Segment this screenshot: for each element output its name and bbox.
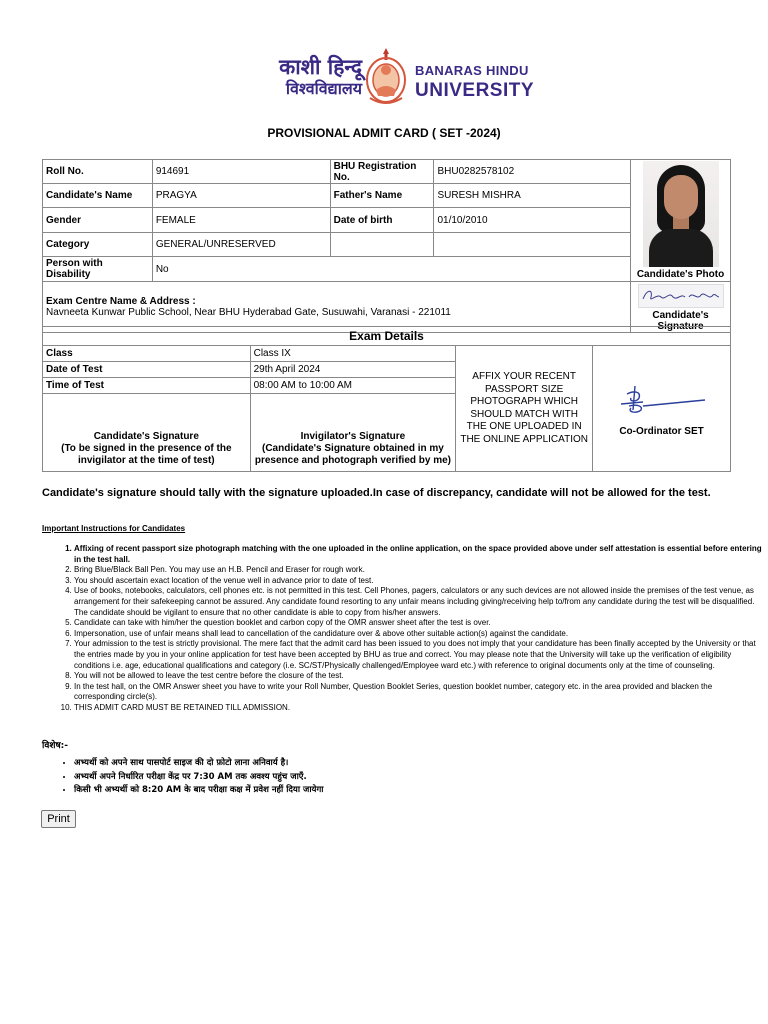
gender-value: FEMALE: [152, 208, 330, 233]
instruction-item: 4. Use of books, notebooks, calculators, cell phones etc. is not permitted in this test. Cell Phones, pagers, calculators or any such devices are not allowed inside the premises of the test venue, as arrangement for their safekeeping cannot be assured. Any candidate found resorting to any unfair means including giving/receiving help to/from any candidate during the test will be disqualified. The candidate should be vigilant to ensure that no other candidate is able to copy from his/her answers.: [74, 586, 762, 618]
special-list: [42, 757, 323, 798]
class-value: Class IX: [250, 346, 456, 362]
page-title: PROVISIONAL ADMIT CARD ( SET -2024): [267, 126, 501, 140]
logo-english-line2: UNIVERSITY: [415, 80, 535, 101]
candidate-photo: [643, 161, 719, 267]
date-value: 29th April 2024: [250, 362, 456, 378]
candidate-name-label: Candidate's Name: [43, 184, 153, 208]
coordinator-label: Co-Ordinator SET: [619, 426, 704, 437]
candidate-signature-image: [638, 284, 724, 308]
gender-label: Gender: [43, 208, 153, 233]
candidate-photo-cell: [631, 160, 731, 282]
instruction-item: 1. Affixing of recent passport size photograph matching with the one uploaded in the online application, on the space provided above under self attestation is essential before entering in the test hall.: [74, 544, 762, 565]
dob-label: Date of birth: [330, 208, 434, 233]
exam-centre-cell: [43, 282, 631, 333]
dob-value: 01/10/2010: [434, 208, 631, 233]
candidate-signature-cell: [631, 282, 731, 333]
candidate-details-table: [42, 159, 731, 333]
logo-hindi-line2: विश्वविद्यालय: [285, 79, 362, 98]
time-value: 08:00 AM to 10:00 AM: [250, 378, 456, 394]
exam-centre-address: Navneeta Kunwar Public School, Near BHU Hyderabad Gate, Susuwahi, Varanasi - 221011: [46, 307, 451, 318]
coordinator-signature-icon: [615, 380, 709, 420]
print-button[interactable]: Print: [41, 810, 76, 828]
category-value: GENERAL/UNRESERVED: [152, 233, 330, 257]
instruction-item: 9. In the test hall, on the OMR Answer sheet you have to write your Roll Number, Question Booklet Series, question booklet number, category etc. in the area provided and blacken the corresponding circle(s).: [74, 682, 762, 703]
logo-english: [415, 62, 534, 100]
empty-cell: [330, 233, 434, 257]
cand-sig-title: Candidate's Signature: [93, 431, 199, 442]
instructions-list: [42, 544, 762, 714]
signature-notice: Candidate's signature should tally with the signature uploaded.In case of discrepancy, candidate will not be allowed for the test.: [42, 487, 711, 499]
special-item: • अभ्यर्थी को अपने साथ पासपोर्ट साइज की दो फ़ोटो लाना अनिवार्य है।: [74, 757, 323, 771]
instruction-item: 2. Bring Blue/Black Ball Pen. You may use an H.B. Pencil and Eraser for rough work.: [74, 565, 762, 576]
logo-hindi-line1: काशी हिन्दू: [279, 55, 362, 79]
candidate-name-value: PRAGYA: [152, 184, 330, 208]
cand-sig-note: (To be signed in the presence of the invigilator at the time of test): [61, 443, 232, 466]
pwd-label: Person with Disability: [43, 257, 153, 282]
inv-sig-title: Invigilator's Signature: [300, 431, 406, 442]
bhu-seal-icon: [364, 46, 408, 108]
instructions-heading: Important Instructions for Candidates: [42, 524, 186, 533]
registration-label: BHU Registration No.: [330, 160, 434, 184]
empty-cell: [434, 233, 631, 257]
candidate-signature-box: [43, 394, 251, 472]
instruction-item: 7. Your admission to the test is strictly provisional. The mere fact that the admit card has been issued to you does not imply that your candidature has been finally accepted by the University or that the entries made by you in your online application for test have been accepted by BHU as true and correct. You may please note that the University will take up the verification of eligibility conditions i.e. age, educational qualifications and category (i.e. SC/ST/Physically challenged/Employee ward etc.) with reference to original documents only at the time of counseling.: [74, 639, 762, 671]
instruction-item: 10. THIS ADMIT CARD MUST BE RETAINED TILL ADMISSION.: [74, 703, 762, 714]
date-label: Date of Test: [43, 362, 251, 378]
coordinator-cell: [593, 346, 731, 472]
affix-photo-box: AFFIX YOUR RECENT PASSPORT SIZE PHOTOGRAPH WHICH SHOULD MATCH WITH THE ONE UPLOADED IN THE ONLINE APPLICATION: [456, 346, 593, 472]
special-item: • अभ्यर्थी अपने निर्धारित परीक्षा केंद्र पर 7:30 AM तक अवश्य पहुंच जाएँ.: [74, 771, 323, 785]
pwd-value: No: [152, 257, 630, 282]
roll-no-value: 914691: [152, 160, 330, 184]
father-name-label: Father's Name: [330, 184, 434, 208]
instruction-item: 3. You should ascertain exact location of the venue well in advance prior to date of test.: [74, 576, 762, 587]
category-label: Category: [43, 233, 153, 257]
photo-caption: Candidate's Photo: [636, 269, 725, 280]
signature-scribble-icon: [639, 285, 723, 307]
logo-hindi: [266, 57, 362, 99]
time-label: Time of Test: [43, 378, 251, 394]
father-name-value: SURESH MISHRA: [434, 184, 631, 208]
registration-value: BHU0282578102: [434, 160, 631, 184]
instruction-item: 8. You will not be allowed to leave the test centre before the closure of the test.: [74, 671, 762, 682]
class-label: Class: [43, 346, 251, 362]
exam-centre-label: Exam Centre Name & Address :: [46, 296, 196, 307]
inv-sig-note: (Candidate's Signature obtained in my presence and photograph verified by me): [254, 443, 451, 466]
signature-caption: Candidate's Signature: [652, 310, 709, 332]
special-heading: विशेष:-: [42, 741, 68, 751]
roll-no-label: Roll No.: [43, 160, 153, 184]
special-item: • किसी भी अभ्यर्थी को 8:20 AM के बाद परीक्षा कक्ष में प्रवेश नहीं दिया जायेगा: [74, 784, 323, 798]
instruction-item: 6. Impersonation, use of unfair means shall lead to cancellation of the candidature over & above other suitable action(s) against the candidate.: [74, 629, 762, 640]
invigilator-signature-box: [250, 394, 456, 472]
exam-details-table: [42, 326, 731, 472]
exam-details-heading: Exam Details: [43, 327, 731, 346]
instruction-item: 5. Candidate can take with him/her the question booklet and carbon copy of the OMR answer sheet after the test is over.: [74, 618, 762, 629]
logo-english-line1: BANARAS HINDU: [415, 63, 529, 78]
